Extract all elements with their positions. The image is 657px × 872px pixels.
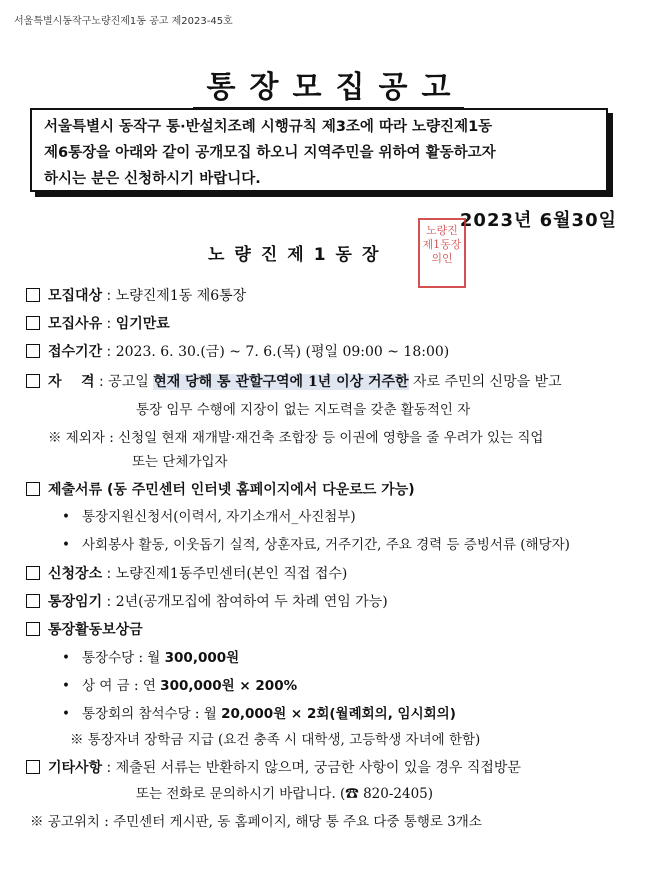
item-place: 신청장소 : 노량진제1동주민센터(본인 직접 접수) — [26, 564, 347, 584]
exclude-row: ※ 제외자 : 신청일 현재 재개발·재건축 조합장 등 이권에 영향을 줄 우려가 있는 직업 — [48, 430, 544, 446]
pay-item: • 통장수당 : 월 300,000원 — [62, 650, 240, 666]
checkbox-icon — [26, 566, 40, 580]
notice-reference: 서울특별시동작구노량진제1동 공고 제2023-45호 — [14, 16, 233, 27]
item-period: 접수기간 : 2023. 6. 30.(금) ~ 7. 6.(목) (평일 09:00 ~ 18:00) — [26, 342, 449, 362]
posting-location: ※ 공고위치 : 주민센터 게시판, 동 홈페이지, 해당 통 주요 다중 통행로 3개소 — [30, 814, 482, 830]
checkbox-icon — [26, 482, 40, 496]
checkbox-icon — [26, 594, 40, 608]
checkbox-icon — [26, 288, 40, 302]
notice-date: 2023년 6월30일 — [459, 210, 617, 231]
checkbox-icon — [26, 374, 40, 388]
item-pay: 통장활동보상금 — [26, 620, 143, 640]
intro-text — [44, 114, 604, 192]
item-reason: 모집사유 : 임기만료 — [26, 314, 170, 334]
item-etc: 기타사항 : 제출된 서류는 반환하지 않으며, 궁금한 사항이 있을 경우 직접방문 — [26, 758, 521, 778]
pay-item: • 통장회의 참석수당 : 월 20,000원 × 2회(월례회의, 임시회의) — [62, 706, 456, 722]
issuer-name: 노량진제1동장 — [208, 245, 389, 265]
page-title: 통장모집공고 — [0, 62, 657, 106]
scholarship-note: ※ 통장자녀 장학금 지급 (요건 충족 시 대학생, 고등학생 자녀에 한함) — [70, 732, 481, 748]
checkbox-icon — [26, 344, 40, 358]
exclude-line2: 또는 단체가입자 — [132, 454, 228, 470]
checkbox-icon — [26, 760, 40, 774]
intro-line: 제6통장을 아래와 같이 공개모집 하오니 지역주민을 위하여 활동하고자 — [44, 145, 496, 161]
qualification-line2: 통장 임무 수행에 지장이 없는 지도력을 갖춘 활동적인 자 — [136, 402, 471, 418]
etc-line2: 또는 전화로 문의하시기 바랍니다. (☎ 820-2405) — [136, 786, 434, 802]
item-qualification: 자 격 : 공고일 현재 당해 통 관할구역에 1년 이상 거주한 자로 주민의 신망을 받고 — [26, 372, 562, 392]
intro-line: 서울특별시 동작구 통·반설치조례 시행규칙 제3조에 따라 노량진제1동 — [44, 119, 493, 135]
documents-item: • 통장지원신청서(이력서, 자기소개서_사진첨부) — [62, 509, 356, 525]
pay-item: • 상 여 금 : 연 300,000원 × 200% — [62, 678, 298, 694]
documents-item: • 사회봉사 활동, 이웃돕기 실적, 상훈자료, 거주기간, 주요 경력 등 증빙서류 (해당자) — [62, 537, 570, 553]
item-term: 통장임기 : 2년(공개모집에 참여하여 두 차례 연임 가능) — [26, 592, 388, 612]
item-documents: 제출서류 (동 주민센터 인터넷 홈페이지에서 다운로드 가능) — [26, 480, 415, 500]
checkbox-icon — [26, 316, 40, 330]
checkbox-icon — [26, 622, 40, 636]
intro-line: 하시는 분은 신청하시기 바랍니다. — [44, 171, 261, 187]
item-target: 모집대상 : 노량진제1동 제6통장 — [26, 286, 246, 306]
official-seal: 노량진 제1동장 의인 — [418, 218, 466, 288]
